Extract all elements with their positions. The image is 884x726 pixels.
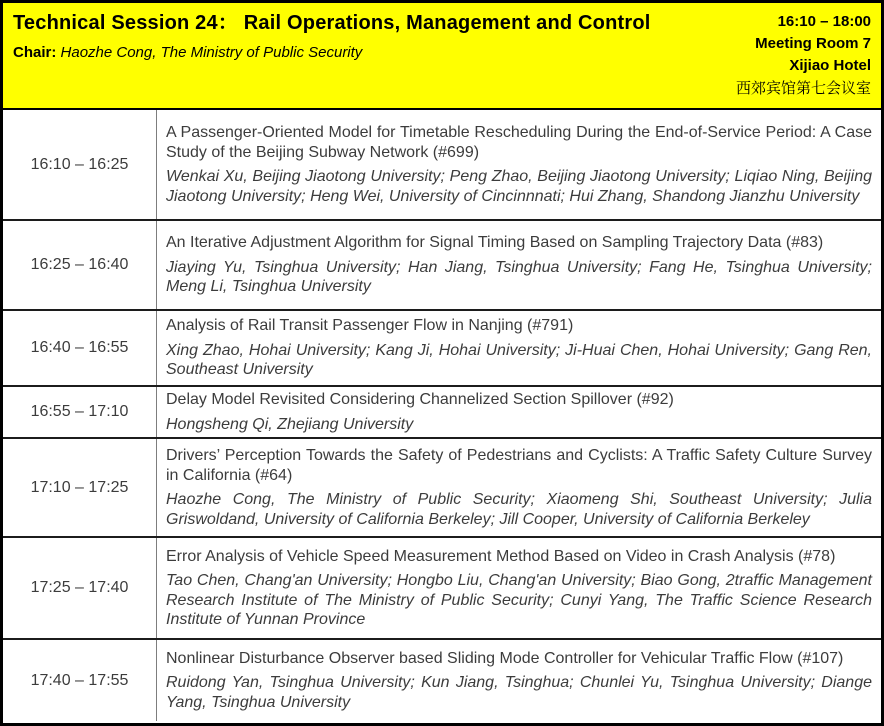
schedule-row-4 <box>3 385 881 437</box>
time-slot: 16:10 – 16:25 <box>3 110 157 219</box>
paper-title: An Iterative Adjustment Algorithm for Signal Timing Based on Sampling Trajectory Data (#83) <box>166 234 824 252</box>
paper-authors: Haozhe Cong, The Ministry of Public Security; Xiaomeng Shi, Southeast University; Julia Griswoldand, University of California Berkeley; Jill Cooper, University of California Berkeley <box>166 491 872 528</box>
paper-cell <box>157 387 881 437</box>
paper-cell <box>157 110 881 219</box>
paper-title: A Passenger-Oriented Model for Timetable Rescheduling During the End-of-Service Period: A Case Study of the Beijing Subway Network (#699) <box>166 124 872 161</box>
schedule-row-2 <box>3 219 881 309</box>
paper-authors: Wenkai Xu, Beijing Jiaotong University; Peng Zhao, Beijing Jiaotong University; Liqiao Ning, Beijing Jiaotong University; Heng Wei, University of Cincinnnati; Hui Zhang, Shandong Jianzhu University <box>166 168 872 205</box>
paper-title: Analysis of Rail Transit Passenger Flow in Nanjing (#791) <box>166 317 574 335</box>
hotel-name: Xijiao Hotel <box>789 57 871 74</box>
paper-cell <box>157 538 881 638</box>
schedule-row-1 <box>3 110 881 219</box>
schedule-table <box>3 110 881 723</box>
hotel-name-chinese: 西郊宾馆第七会议室 <box>735 80 871 97</box>
session-meta <box>653 9 871 100</box>
schedule-row-6 <box>3 536 881 638</box>
paper-title: Drivers’ Perception Towards the Safety of Pedestrians and Cyclists: A Traffic Safety Culture Survey in California (#64) <box>166 447 872 484</box>
time-slot: 16:55 – 17:10 <box>3 387 157 437</box>
session-header <box>3 3 881 110</box>
schedule-row-5 <box>3 437 881 536</box>
chair-name: Haozhe Cong, The Ministry of Public Security <box>60 44 363 61</box>
chair-label: Chair: <box>13 44 57 61</box>
time-slot: 17:40 – 17:55 <box>3 640 157 721</box>
schedule-row-7 <box>3 638 881 721</box>
session-time-range: 16:10 – 18:00 <box>777 13 871 30</box>
time-slot: 17:25 – 17:40 <box>3 538 157 638</box>
paper-cell <box>157 439 881 536</box>
chair-line <box>13 43 653 62</box>
paper-cell <box>157 640 881 721</box>
paper-title: Error Analysis of Vehicle Speed Measurement Method Based on Video in Crash Analysis (#78) <box>166 547 836 565</box>
schedule-row-3 <box>3 309 881 385</box>
paper-title: Nonlinear Disturbance Observer based Sliding Mode Controller for Vehicular Traffic Flow (#107) <box>166 649 844 667</box>
paper-authors: Ruidong Yan, Tsinghua University; Kun Jiang, Tsinghua; Chunlei Yu, Tsinghua University; Diange Yang, Tsinghua University <box>166 674 872 711</box>
time-slot: 17:10 – 17:25 <box>3 439 157 536</box>
time-slot: 16:25 – 16:40 <box>3 221 157 309</box>
paper-cell <box>157 221 881 309</box>
paper-title: Delay Model Revisited Considering Channelized Section Spillover (#92) <box>166 391 674 408</box>
time-slot: 16:40 – 16:55 <box>3 311 157 385</box>
paper-authors: Xing Zhao, Hohai University; Kang Ji, Hohai University; Ji-Huai Chen, Hohai University; Gang Ren, Southeast University <box>166 341 872 379</box>
paper-authors: Hongsheng Qi, Zhejiang University <box>166 415 414 433</box>
paper-authors: Jiaying Yu, Tsinghua University; Han Jiang, Tsinghua University; Fang He, Tsinghua University; Meng Li, Tsinghua University <box>166 258 872 296</box>
session-title: Technical Session 24： Rail Operations, Management and Control <box>13 12 651 34</box>
meeting-room: Meeting Room 7 <box>755 35 871 52</box>
paper-cell <box>157 311 881 385</box>
session-header-left <box>13 9 653 100</box>
paper-authors: Tao Chen, Chang'an University; Hongbo Liu, Chang'an University; Biao Gong, 2traffic Management Research Institute of The Ministry of Public Security; Cunyi Yang, The Traffic Science Research Institute of Yunnan Province <box>166 572 872 628</box>
